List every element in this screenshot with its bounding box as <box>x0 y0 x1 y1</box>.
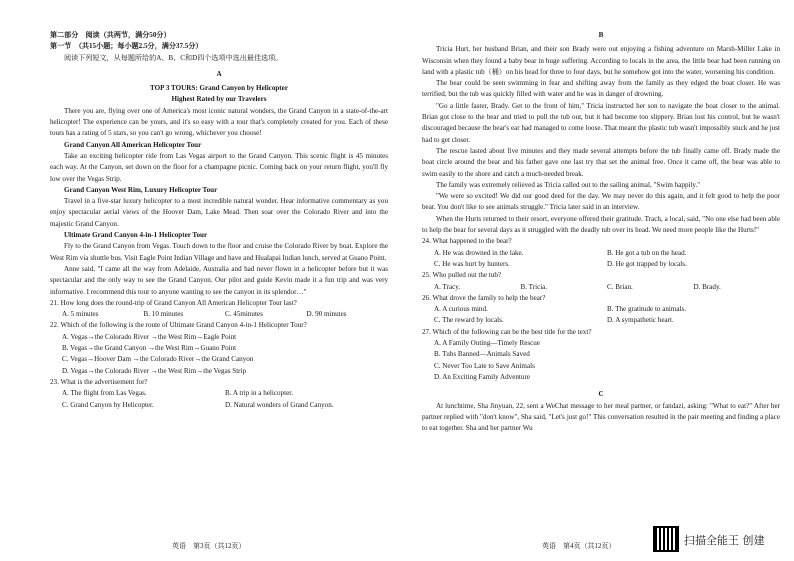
q26-options-row2 <box>422 315 780 326</box>
q24-options-row1 <box>422 248 780 259</box>
passage-letter-b: B <box>598 31 604 39</box>
question-25: 25. Who pulled out the tub? <box>422 271 502 280</box>
quote-paragraph: Anne said, "I came all the way from Adelaide, Australia and had never flown in a helicopter before but it was spectacular and the only way to see the Grand Canyon. Our pilot and guide Kevin made it a fun trip and was very informative. I recommend this tour to anyone wanting to see the canyon in its splendor…" <box>50 264 388 296</box>
page-footer-left: 英语 第3页（共12页） <box>172 542 246 550</box>
question-26: 26. What drove the family to help the bear? <box>422 293 546 302</box>
option: A. A Family Outing—Timely Rescue <box>434 339 540 348</box>
tour1-text: Take an exciting helicopter ride from Las Vegas airport to the Grand Canyon. This scenic flight is 45 minutes each way. At the Canyon, set down on the floor for a champagne picnic. Coming back on your return flight, you'll fly low over the Vegas Strip. <box>50 151 388 183</box>
option: D. Vegas→the Colorado River →the West Rim→the Vegas Strip <box>62 366 247 375</box>
question-22: 22. Which of the following is the route of Ultimate Grand Canyon 4-in-1 Helicopter Tour? <box>50 321 307 330</box>
paragraph: The bear could be seen swimming in fear and shifting away from the family as they edged the boat closer. He was terrified, but the tub was quickly filled with water and he was in danger of drowning. <box>422 79 780 99</box>
option: D. An Exciting Family Adventure <box>434 372 530 381</box>
option: A. A curious mind. <box>434 305 488 314</box>
option: B. He got a tub on the head. <box>607 248 687 257</box>
option: C. Grand Canyon by Helicopter. <box>62 400 154 409</box>
section-title: 第一节 （共15小题；每小题2.5分，满分37.5分） <box>50 42 203 51</box>
option: D. A sympathetic heart. <box>607 316 674 325</box>
option: B. 10 minutes <box>143 310 184 319</box>
option: D. Brady. <box>693 282 721 291</box>
paragraph: The rescue lasted about five minutes and they made several attempts before the tub finally came off. Brady made the boat circle around the bear and his father gave one last try that set the animal free. Once it came off, the bear was able to swim easily to the shore and catch a much-needed break. <box>422 146 780 178</box>
option: C. Brian. <box>607 282 633 291</box>
passage-letter-a: A <box>216 69 222 78</box>
paragraph: Tricia Hurt, her husband Brian, and their son Brady were out enjoying a fishing adventure on Marsh-Miller Lake in Wisconsin when they found a baby bear in huge suffering. According to locals in the area, the little bear had been running on land with a plastic tub（桶）on his head for three to four days, but he somehow got into the water, worsening his condition. <box>422 45 780 76</box>
passage-title: TOP 3 TOURS: Grand Canyon by Helicopter <box>150 84 288 93</box>
option: C. 45minutes <box>225 310 263 319</box>
paragraph: When the Hurts returned to their resort, everyone offered their gratitude. Trach, a local, said, "No one else had been able to help the bear for several days as it struggled with the deadly tub over its head. We need more people like the Hurts!" <box>422 214 780 235</box>
option: B. A trip in a helicopter. <box>225 389 293 398</box>
option: D. 90 minutes <box>306 310 347 319</box>
option: C. Never Too Late to Save Animals <box>434 361 535 370</box>
option: B. Vegas→the Grand Canyon →the West Rim→Guano Point <box>62 344 237 353</box>
qr-code-icon <box>653 526 679 552</box>
tour2-title: Grand Canyon West Rim, Luxury Helicopter Tour <box>64 185 218 194</box>
question-24: 24. What happened to the bear? <box>422 237 512 246</box>
option: A. He was drowned in the lake. <box>434 248 524 257</box>
option: C. The reward by locals. <box>434 316 504 325</box>
question-27: 27. Which of the following can be the best title for the text? <box>422 327 592 336</box>
question-23: 23. What is the advertisement for? <box>50 377 148 386</box>
passage-letter-c: C <box>598 390 604 399</box>
paragraph: "We were so excited! We did our good deed for the day. We may never do this again, and it felt good to help the poor bear. You don't like to see animals struggle." Tricia later said in an interview. <box>422 192 780 212</box>
q23-options-row1 <box>50 388 388 399</box>
paragraph: At lunchtime, Sha Jinyuan, 22, sent a WeChat message to her meal partner, or fandazi, asking: "What to eat?" After her partner replied with "don't know", Sha said, "Let's just go!" This conversation resulted in the pair meeting and finding a place to eat together. Sha and her partner Wu <box>422 401 780 433</box>
option: B. The gratitude to animals. <box>607 305 687 314</box>
question-21: 21. How long does the round-trip of Grand Canyon All American Helicopter Tour last? <box>50 298 297 307</box>
part-title: 第二部分 阅读（共两节，满分50分） <box>50 31 171 39</box>
page-footer-right: 英语 第4页（共12页） <box>542 542 616 550</box>
option: A. Vegas→the Colorado River →the West Rim→Eagle Point <box>62 332 237 341</box>
q24-options-row2 <box>422 259 780 270</box>
right-page <box>402 0 794 561</box>
tour1-title: Grand Canyon All American Helicopter Tour <box>64 140 202 149</box>
scanner-watermark: 扫描全能王 创建 <box>684 534 765 547</box>
option: D. Natural wonders of Grand Canyon. <box>225 400 334 409</box>
option: A. 5 minutes <box>62 310 99 319</box>
q25-options <box>422 282 780 293</box>
passage-subtitle: Highest Rated by our Travelers <box>171 95 267 104</box>
tour2-text: Travel in a five-star luxury helicopter to a most incredible natural wonder. Hear informative commentary as you enjoy spectacular aerial views of the Hoover Dam, Lake Mead. Then soar over the Colorado River and into the majestic Grand Canyon. <box>50 197 388 228</box>
paragraph: The family was extremely relieved as Tricia called out to the sailing animal, "Swim happily." <box>436 180 701 189</box>
option: B. Tricia. <box>520 282 548 291</box>
option: C. He was hurt by hunters. <box>434 259 510 268</box>
option: B. Tubs Banned—Animals Saved <box>434 350 530 359</box>
option: D. He got trapped by locals. <box>607 259 687 268</box>
tour3-text: Fly to the Grand Canyon from Vegas. Touch down to the floor and cruise the Colorado River by boat. Explore the West Rim via shuttle bus. Visit Eagle Point Indian Village and have and Hualapai Indian lunch, served at Guano Point. <box>50 242 388 262</box>
option: A. Tracy. <box>434 282 461 291</box>
intro-paragraph: There you are, flying over one of America's most iconic natural wonders, the Grand Canyon in a state-of-the-art helicopter! The experience can be yours, and it's so easy with a tour that's completely created for you. Each of these tours has a rating of 5 stars, so you can't go wrong, whichever you choose! <box>50 106 388 138</box>
tour3-title: Ultimate Grand Canyon 4-in-1 Helicopter Tour <box>64 231 208 240</box>
instructions: 阅读下列短文，从每题所给的A、B、C和D四个选项中选出最佳选项。 <box>64 53 283 62</box>
option: C. Vegas→Hoover Dam →the Colorado River→the Grand Canyon <box>62 355 254 364</box>
q26-options-row1 <box>422 304 780 315</box>
q23-options-row2 <box>50 400 388 411</box>
option: A. The flight from Las Vegas. <box>62 389 147 398</box>
paragraph: "Go a little faster, Brady. Get to the front of him," Tricia instructed her son to navigate the boat closer to the animal. Brian got close to the bear and tried to pull the tub out, but it had become too slippery. Brian lost his control, but he wasn't discouraged because the bear's ear had managed to come loose. That meant the plastic tub wasn't impossibly stuck and he just had to get closer. <box>422 101 780 144</box>
q21-options <box>50 309 388 320</box>
